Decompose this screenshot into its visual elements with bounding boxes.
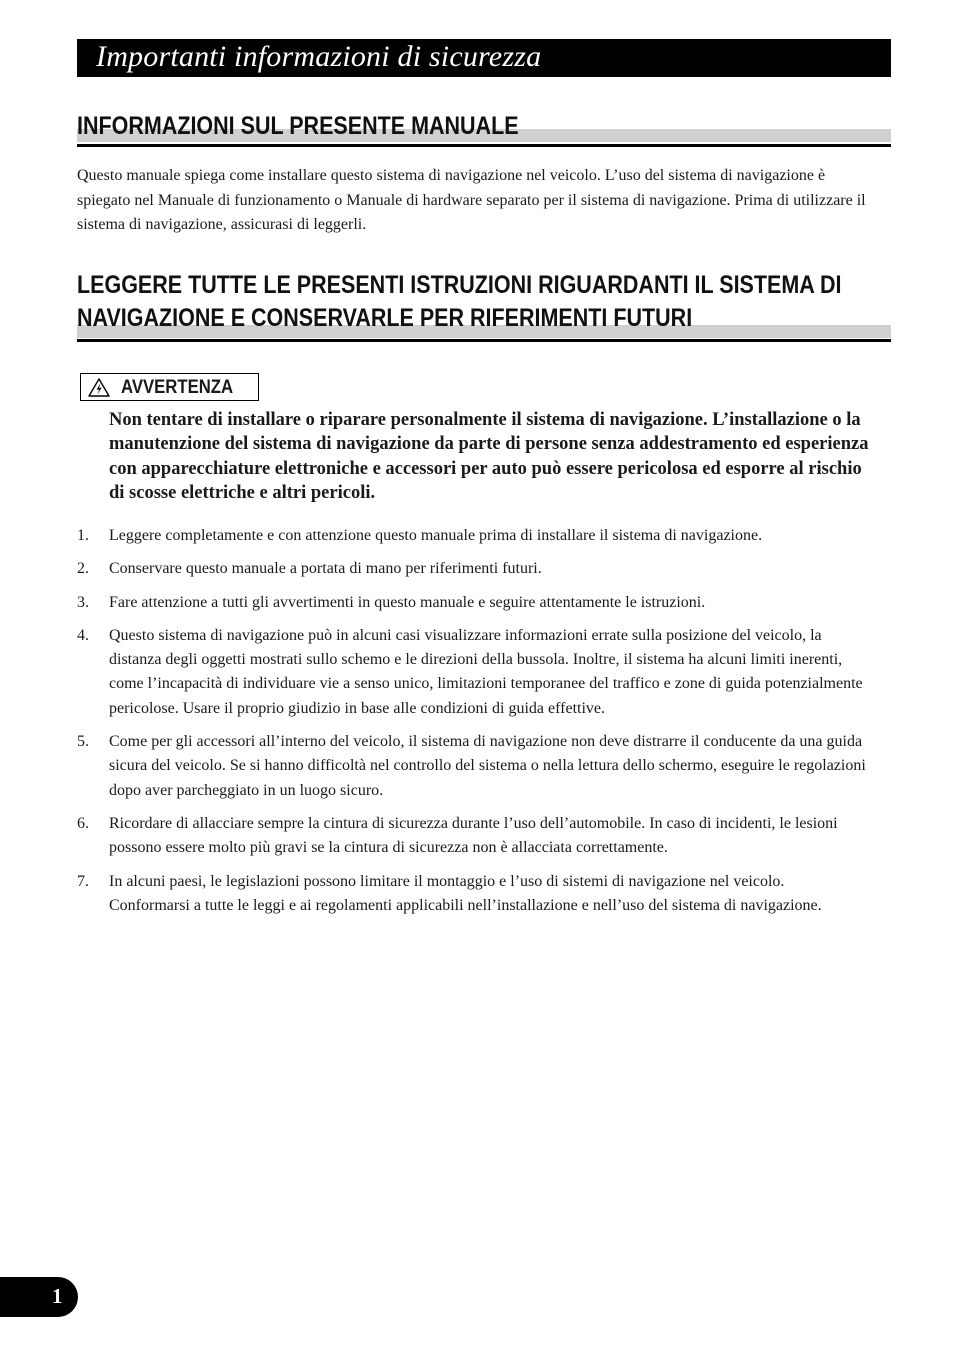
list-number: 5. [77,733,89,751]
section-heading-manual-info: INFORMAZIONI SUL PRESENTE MANUALE [77,112,519,140]
manual-intro-paragraph: Questo manuale spiega come installare questo sistema di navigazione nel veicolo. L’uso del sistema di navigazione è spiegato nel Manuale di funzionamento o Manuale di hardware separato per il sistema di navigazione. Prima di utilizzare il sistema di navigazione, assicurasi di leggerli. [77,167,866,233]
list-item [77,730,867,803]
chapter-title: Importanti informazioni di sicurezza [96,40,542,73]
list-text: In alcuni paesi, le legislazioni possono limitare il montaggio e l’uso di sistemi di navigazione nel veicolo. Conformarsi a tutte le leggi e ai regolamenti applicabili nell’installazione e nell’uso del sistema di navigazione. [109,872,822,914]
warning-text: Non tentare di installare o riparare personalmente il sistema di navigazione. L’installazione o la manutenzione del sistema di navigazione da parte di persone senza addestramento ed esperienza con apparecchiature elettroniche e accessori per auto può essere pericolosa ed esporre al rischio di scosse elettriche e altri pericoli. [109,410,869,503]
list-number: 3. [77,593,89,611]
section-heading-read-instructions [77,269,891,335]
list-item [77,524,867,548]
list-text: Come per gli accessori all’interno del veicolo, il sistema di navigazione non deve distrarre il conducente da una guida sicura del veicolo. Se si hanno difficoltà nel controllo del sistema o nella lettura dello schermo, eseguire le regolazioni dopo aver parcheggiato in un luogo sicuro. [109,733,866,799]
list-text: Fare attenzione a tutti gli avvertimenti in questo manuale e seguire attentamente le istruzioni. [109,593,706,611]
list-number: 6. [77,814,89,832]
list-text: Ricordare di allacciare sempre la cintura di sicurezza durante l’uso dell’automobile. In caso di incidenti, le lesioni possono essere molto più gravi se la cintura di sicurezza non è allacciata correttamente. [109,814,838,857]
page-number-tab [0,1277,78,1317]
instruction-list [77,524,867,918]
warning-triangle-icon [88,378,110,397]
chapter-title-bar [77,39,891,77]
heading-line-1: LEGGERE TUTTE LE PRESENTI ISTRUZIONI RIGUARDANTI IL SISTEMA DI [77,271,842,299]
list-text: Conservare questo manuale a portata di mano per riferimenti futuri. [109,560,542,578]
heading-rule [77,339,891,342]
list-number: 4. [77,626,89,644]
warning-label: AVVERTENZA [121,377,234,398]
heading-line-2: NAVIGAZIONE E CONSERVARLE PER RIFERIMENTI FUTURI [77,304,693,332]
list-item [77,812,867,861]
list-item [77,557,867,581]
list-item [77,624,867,721]
list-text: Questo sistema di navigazione può in alcuni casi visualizzare informazioni errate sulla posizione del veicolo, la distanza degli oggetti mostrati sullo schemo e le direzioni della bussola. Inoltre, il sistema ha alcuni limiti inerenti, come l’incapacità di individuare vie a senso unico, limitazioni temporanee del traffico e zone di guida potenzialmente pericolose. Usare il proprio giudizio in base alle condizioni di guida effettive. [109,626,863,717]
heading-rule [77,144,891,147]
list-number: 7. [77,872,89,890]
warning-badge [80,373,259,401]
list-text: Leggere completamente e con attenzione questo manuale prima di installare il sistema di navigazione. [109,527,763,544]
list-item [77,591,867,615]
list-number: 2. [77,560,89,578]
list-item [77,870,867,919]
page-number: 1 [52,1284,63,1308]
list-number: 1. [77,527,89,544]
